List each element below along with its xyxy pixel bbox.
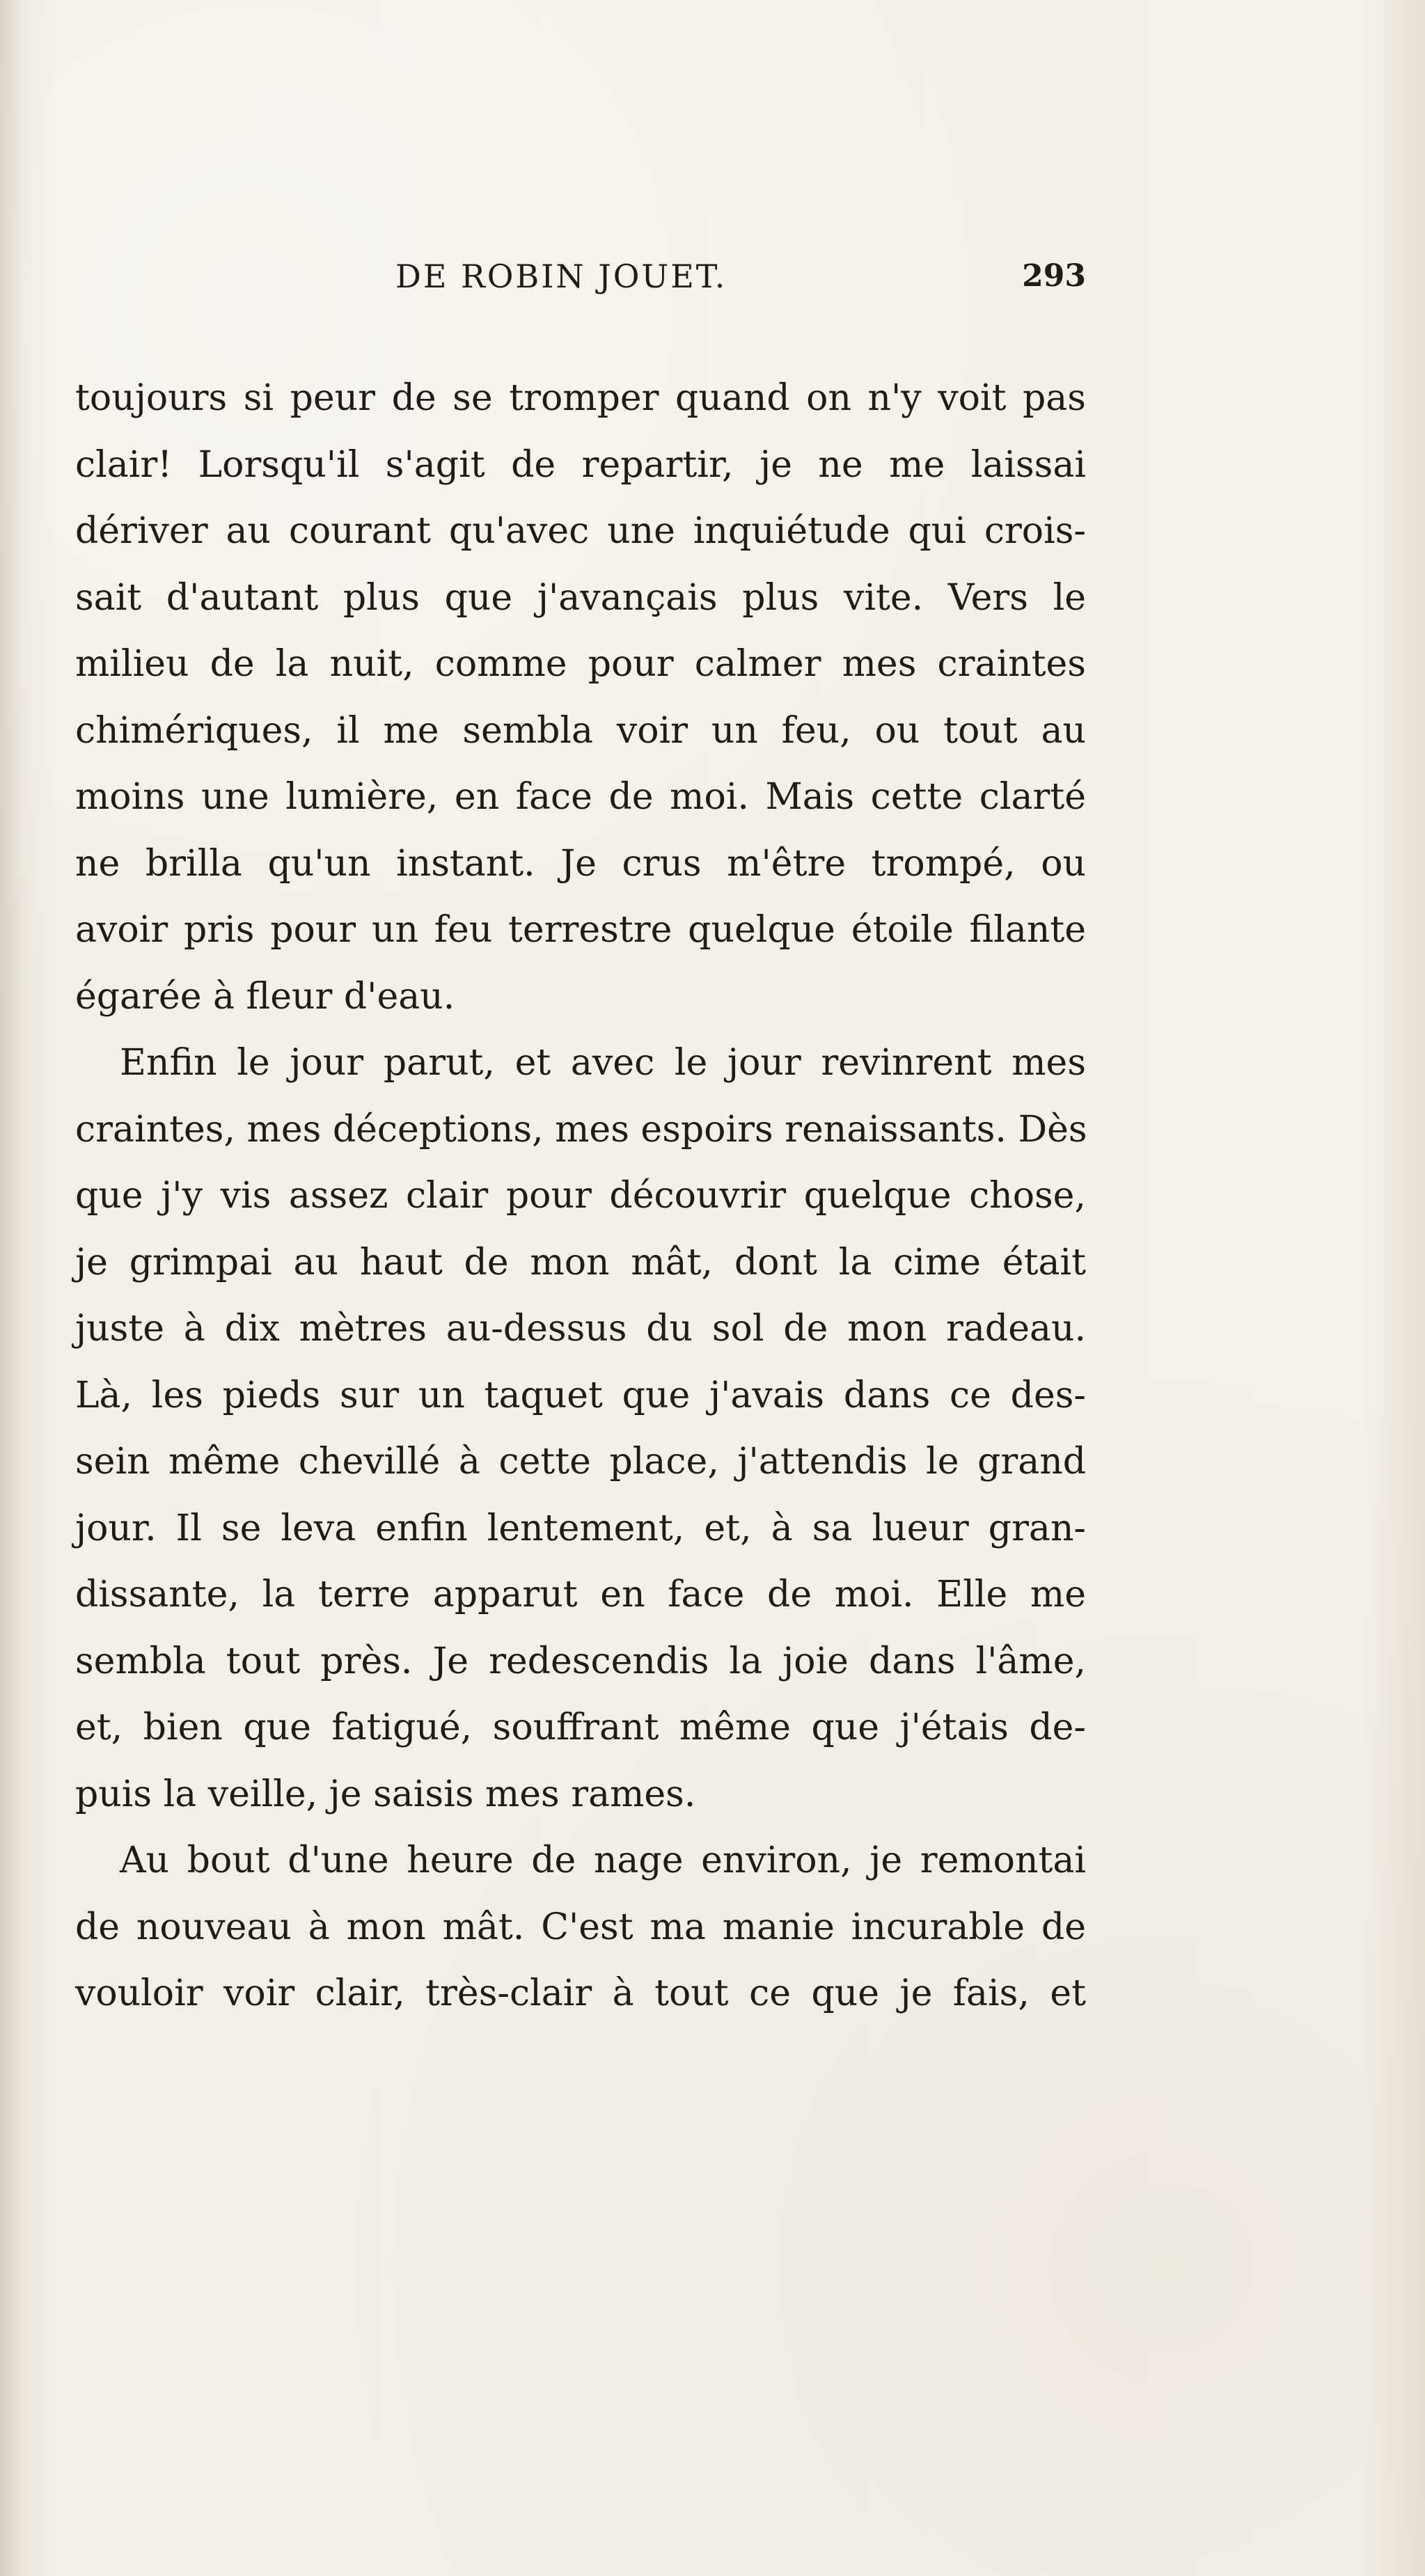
running-title: DE ROBIN JOUET.	[395, 258, 727, 295]
text-line-17: sein même chevillé à cette place, j'attendis le grand	[75, 1441, 1086, 1483]
text-line-14: je grimpai au haut de mon mât, dont la cime était	[75, 1241, 1086, 1283]
text-line-8: ne brilla qu'un instant. Je crus m'être trompé, ou	[75, 842, 1086, 885]
text-line-21: et, bien que fatigué, souffrant même que j'étais de-	[75, 1707, 1086, 1748]
text-line-1: toujours si peur de se tromper quand on n'y voit pas	[75, 377, 1086, 419]
text-line-24: de nouveau à mon mât. C'est ma manie incurable de	[75, 1906, 1086, 1948]
page-header	[75, 254, 1086, 299]
page-text	[75, 365, 1086, 2105]
text-line-18: jour. Il se leva enfin lentement, et, à sa lueur gran-	[75, 1507, 1086, 1549]
text-line-23: Au bout d'une heure de nage environ, je remontai	[120, 1840, 1086, 1881]
text-line-5: milieu de la nuit, comme pour calmer mes craintes	[75, 643, 1086, 685]
text-line-4: sait d'autant plus que j'avançais plus vite. Vers le	[75, 576, 1086, 619]
text-line-6: chimériques, il me sembla voir un feu, ou tout au	[75, 709, 1086, 752]
text-line-2: clair! Lorsqu'il s'agit de repartir, je ne me laissai	[75, 443, 1086, 486]
text-line-7: moins une lumière, en face de moi. Mais cette clarté	[75, 776, 1086, 818]
text-line-3: dériver au courant qu'avec une inquiétude qui crois-	[75, 510, 1086, 552]
page-spine-shadow	[0, 0, 24, 2576]
text-line-15: juste à dix mètres au-dessus du sol de mon radeau.	[75, 1308, 1086, 1350]
text-line-11: Enfin le jour parut, et avec le jour revinrent mes	[120, 1042, 1086, 1084]
text-line-10: égarée à fleur d'eau.	[75, 975, 455, 1018]
text-line-20: sembla tout près. Je redescendis la joie dans l'âme,	[75, 1640, 1086, 1682]
text-line-16: Là, les pieds sur un taquet que j'avais dans ce des-	[75, 1374, 1086, 1416]
text-line-25: vouloir voir clair, très-clair à tout ce que je fais, et	[75, 1973, 1086, 2014]
text-line-12: craintes, mes déceptions, mes espoirs renaissants. Dès	[75, 1108, 1087, 1151]
page-number: 293	[1022, 258, 1086, 294]
text-line-19: dissante, la terre apparut en face de moi. Elle me	[75, 1574, 1086, 1615]
text-line-9: avoir pris pour un feu terrestre quelque étoile filante	[75, 909, 1086, 951]
text-line-13: que j'y vis assez clair pour découvrir quelque chose,	[75, 1175, 1086, 1217]
text-line-22: puis la veille, je saisis mes rames.	[75, 1773, 696, 1815]
